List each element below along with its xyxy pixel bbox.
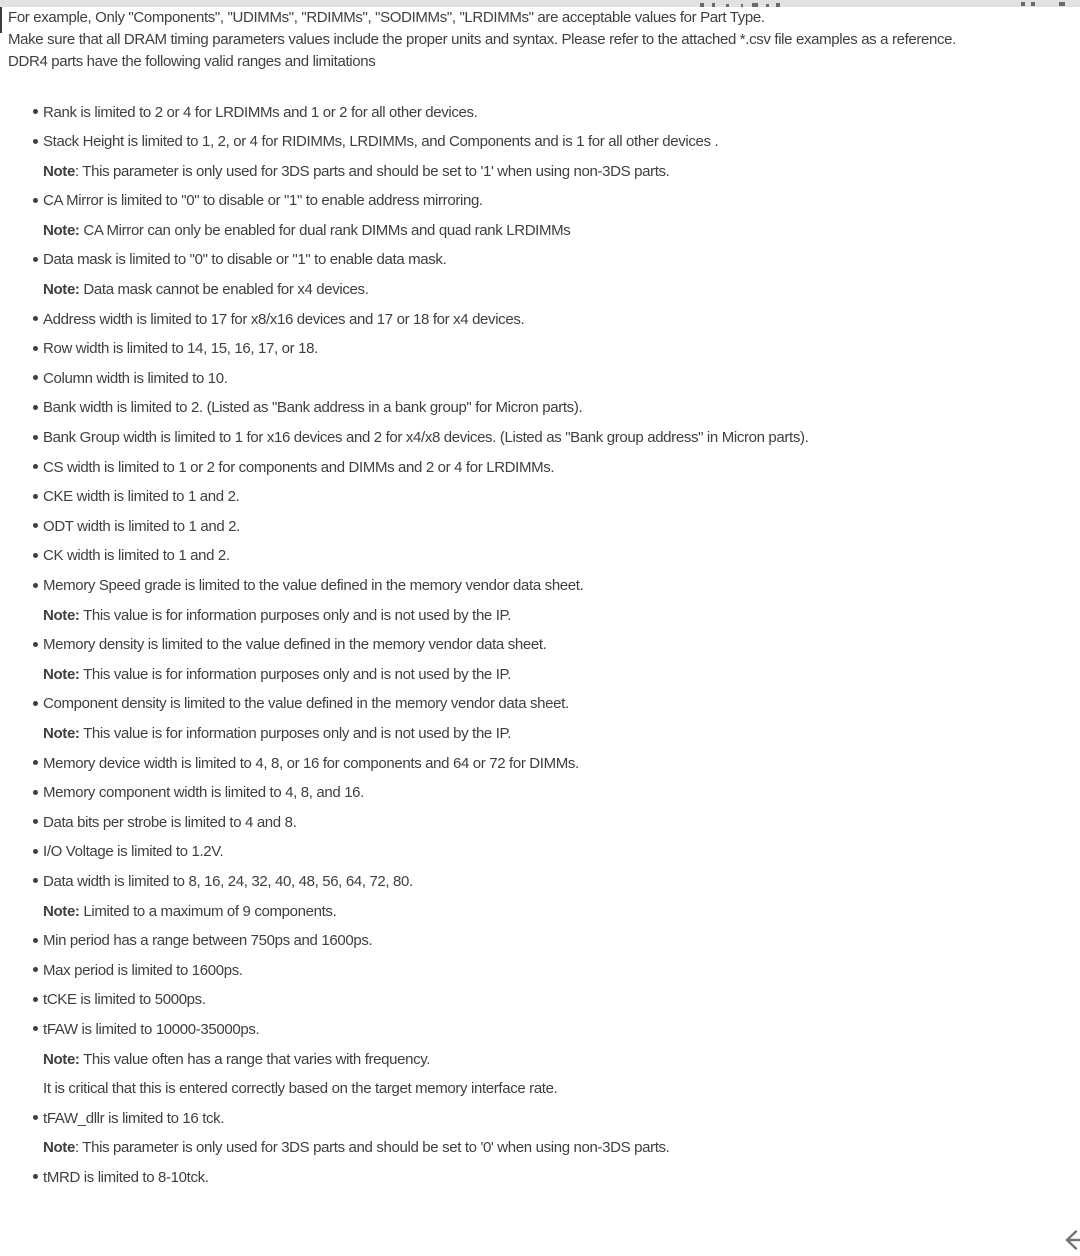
list-item-text: CS width is limited to 1 or 2 for components and DIMMs and 2 or 4 for LRDIMMs. xyxy=(43,458,555,476)
note-line: Note: Data mask cannot be enabled for x4 devices. xyxy=(43,281,369,299)
top-strip xyxy=(0,0,1080,7)
list-item xyxy=(8,127,1080,186)
list-item-text: Memory component width is limited to 4, 8, and 16. xyxy=(43,784,364,802)
list-item-text: Memory device width is limited to 4, 8, or 16 for components and 64 or 72 for DIMMs. xyxy=(43,754,579,772)
note-line: Note: This parameter is only used for 3DS parts and should be set to '0' when using non-3DS parts. xyxy=(43,1139,670,1157)
list-item-text: I/O Voltage is limited to 1.2V. xyxy=(43,843,224,861)
list-item-text: Bank width is limited to 2. (Listed as "Bank address in a bank group" for Micron parts). xyxy=(43,399,583,417)
note-line: Note: This parameter is only used for 3DS parts and should be set to '1' when using non-3DS parts. xyxy=(43,162,670,180)
note-line: Note: This value is for information purposes only and is not used by the IP. xyxy=(43,665,512,683)
document-content xyxy=(0,7,1080,1192)
list-item xyxy=(8,245,1080,304)
list-item xyxy=(8,186,1080,245)
list-item xyxy=(8,867,1080,926)
limitations-list xyxy=(0,98,1080,1193)
list-item-text: Column width is limited to 10. xyxy=(43,369,228,387)
list-item xyxy=(8,808,1080,838)
list-item-text: Memory density is limited to the value defined in the memory vendor data sheet. xyxy=(43,636,547,654)
list-item-text: CK width is limited to 1 and 2. xyxy=(43,547,230,565)
list-item xyxy=(8,393,1080,423)
cutoff-text-fragment xyxy=(1021,2,1025,6)
list-item xyxy=(8,926,1080,956)
list-item-text: Row width is limited to 14, 15, 16, 17, or 18. xyxy=(43,340,318,358)
note-line: Note: This value is for information purposes only and is not used by the IP. xyxy=(43,724,512,742)
note-line: It is critical that this is entered correctly based on the target memory interface rate. xyxy=(43,1080,558,1098)
note-line: Note: This value is for information purposes only and is not used by the IP. xyxy=(43,606,512,624)
list-item xyxy=(8,956,1080,986)
list-item xyxy=(8,689,1080,748)
list-item xyxy=(8,453,1080,483)
list-item xyxy=(8,778,1080,808)
list-item-text: Rank is limited to 2 or 4 for LRDIMMs and 1 or 2 for all other devices. xyxy=(43,103,478,121)
list-item xyxy=(8,571,1080,630)
list-item-text: Data bits per strobe is limited to 4 and 8. xyxy=(43,813,297,831)
list-item-text: tMRD is limited to 8-10tck. xyxy=(43,1168,209,1186)
paragraph-part-type: For example, Only "Components", "UDIMMs", "RDIMMs", "SODIMMs", "LRDIMMs" are acceptable values for Part Type. xyxy=(8,9,765,26)
note-line: Note: CA Mirror can only be enabled for dual rank DIMMs and quad rank LRDIMMs xyxy=(43,221,571,239)
note-line: Note: This value often has a range that varies with frequency. xyxy=(43,1050,431,1068)
list-item-text: Max period is limited to 1600ps. xyxy=(43,961,243,979)
paragraph-ddr4-heading: DDR4 parts have the following valid ranges and limitations xyxy=(8,53,376,70)
list-item xyxy=(8,482,1080,512)
list-item xyxy=(8,1015,1080,1104)
list-item xyxy=(8,305,1080,335)
list-item xyxy=(8,334,1080,364)
list-item-text: Min period has a range between 750ps and 1600ps. xyxy=(43,932,373,950)
list-item-text: tFAW is limited to 10000-35000ps. xyxy=(43,1020,260,1038)
paragraph-units-syntax: Make sure that all DRAM timing parameters values include the proper units and syntax. Please refer to the attached *.csv file examples as a reference. xyxy=(8,31,956,48)
list-item xyxy=(8,630,1080,689)
list-item xyxy=(8,423,1080,453)
list-item xyxy=(8,512,1080,542)
list-item-text: Component density is limited to the value defined in the memory vendor data sheet. xyxy=(43,695,569,713)
cutoff-text-fragment xyxy=(1059,2,1065,6)
list-item xyxy=(8,364,1080,394)
back-arrow-icon[interactable] xyxy=(1061,1227,1080,1253)
list-item xyxy=(8,985,1080,1015)
list-item-text: Data width is limited to 8, 16, 24, 32, 40, 48, 56, 64, 72, 80. xyxy=(43,872,413,890)
list-item-text: tFAW_dllr is limited to 16 tck. xyxy=(43,1109,225,1127)
list-item-text: Stack Height is limited to 1, 2, or 4 for RIDIMMs, LRDIMMs, and Components and is 1 for all other devices . xyxy=(43,133,719,151)
list-item-text: Address width is limited to 17 for x8/x16 devices and 17 or 18 for x4 devices. xyxy=(43,310,525,328)
list-item-text: Memory Speed grade is limited to the value defined in the memory vendor data sheet. xyxy=(43,577,584,594)
list-item-text: Data mask is limited to "0" to disable or "1" to enable data mask. xyxy=(43,251,447,269)
list-item-text: CA Mirror is limited to "0" to disable or "1" to enable address mirroring. xyxy=(43,192,483,210)
list-item xyxy=(8,98,1080,128)
list-item xyxy=(8,1163,1080,1193)
list-item xyxy=(8,749,1080,779)
list-item-text: ODT width is limited to 1 and 2. xyxy=(43,517,240,535)
list-item-text: tCKE is limited to 5000ps. xyxy=(43,991,206,1009)
list-item-text: CKE width is limited to 1 and 2. xyxy=(43,488,240,506)
cutoff-text-fragment xyxy=(1031,2,1035,6)
list-item-text: Bank Group width is limited to 1 for x16 devices and 2 for x4/x8 devices. (Listed as "Bank group address" in Micron parts). xyxy=(43,429,809,447)
list-item xyxy=(8,541,1080,571)
note-line: Note: Limited to a maximum of 9 components. xyxy=(43,902,337,920)
list-item xyxy=(8,837,1080,867)
list-item xyxy=(8,1104,1080,1163)
